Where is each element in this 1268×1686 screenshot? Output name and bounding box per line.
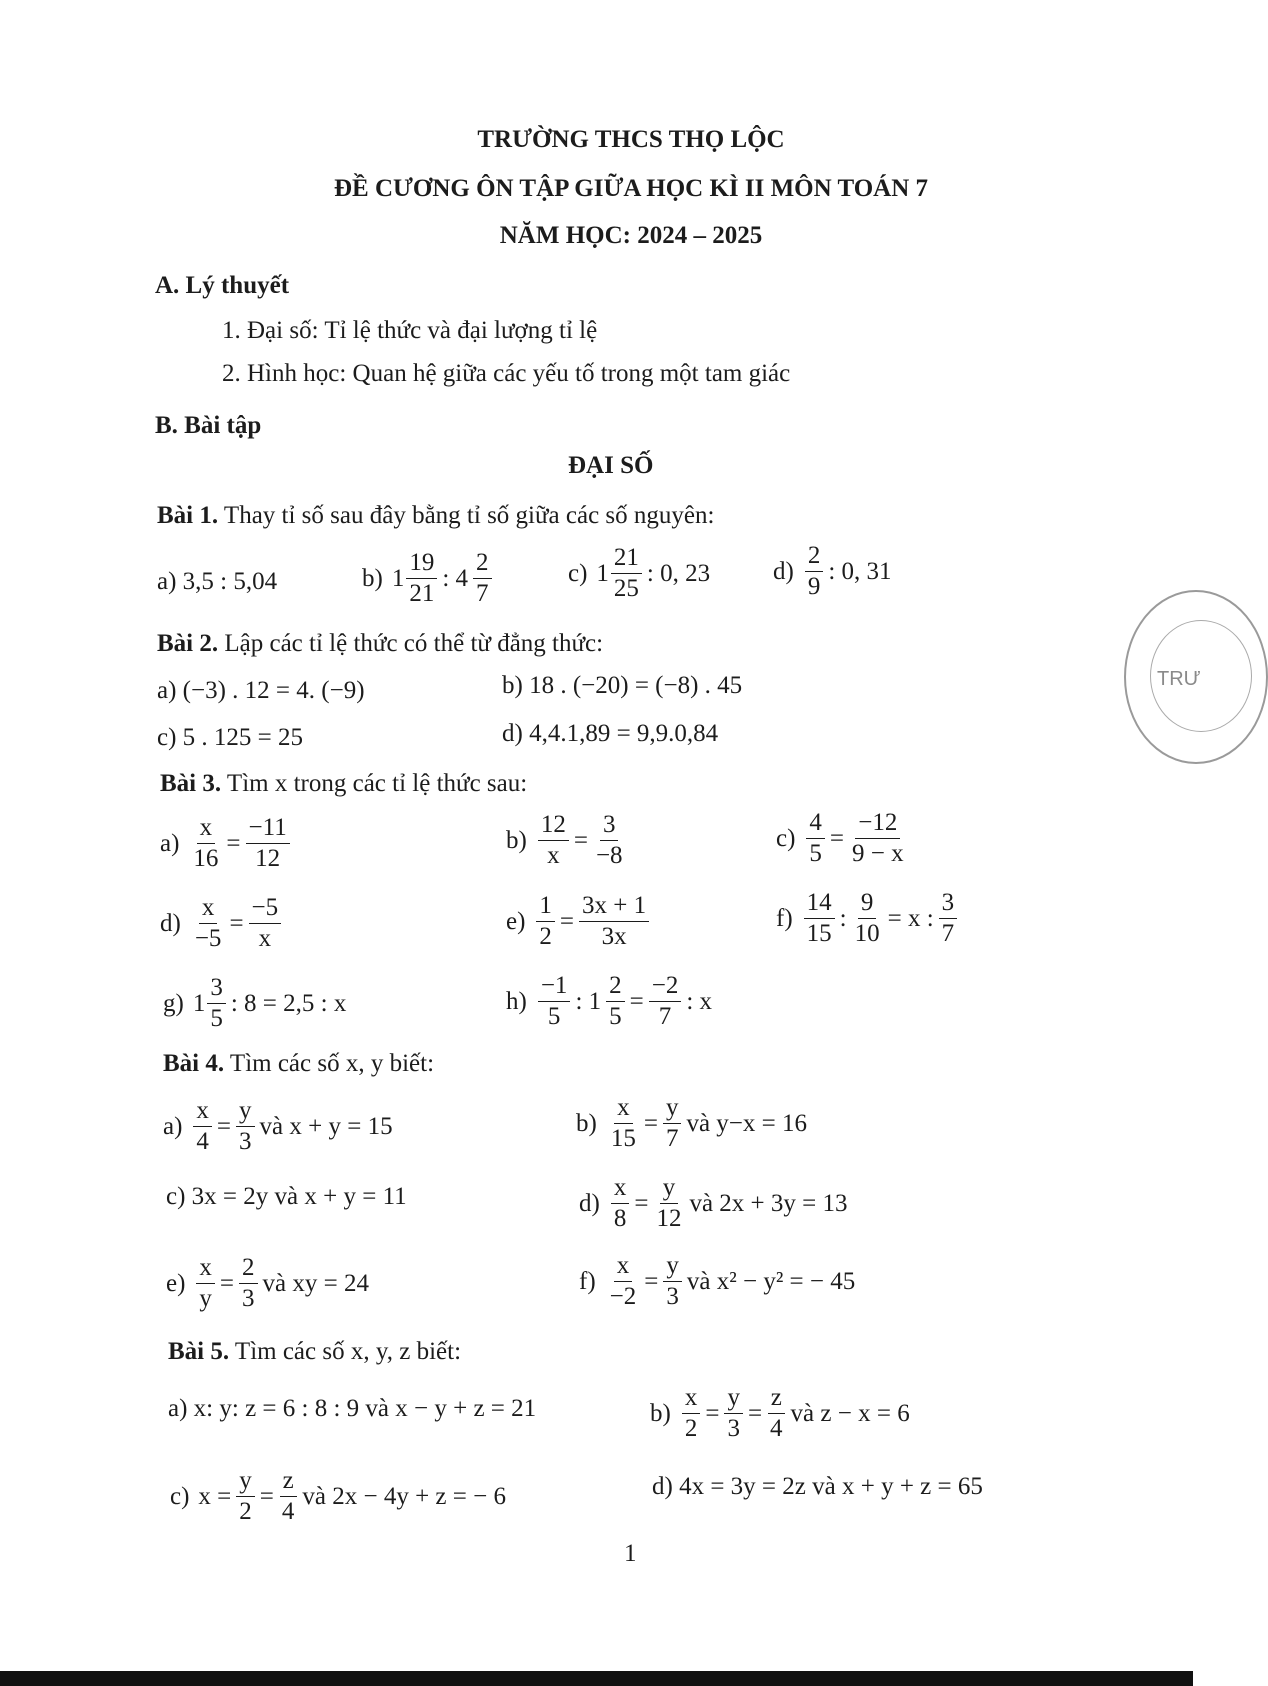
- bai4-e-frac2: $\frac{2}{3}$: [239, 1255, 258, 1313]
- bai3-b-label: b): [506, 826, 527, 854]
- school-name: TRƯỜNG THCS THỌ LỘC: [477, 126, 785, 153]
- bai2-text: Lập các tỉ lệ thức có thể từ đẳng thức:: [218, 630, 604, 657]
- bai4-d-frac1: $\frac{x}{8}$: [611, 1175, 630, 1233]
- bai1-b-whole: 1: [391, 564, 405, 592]
- bai3-g-label: g): [163, 989, 184, 1017]
- bai5-c-frac1: $\frac{y}{2}$: [236, 1468, 255, 1526]
- bai5-b: b) $\frac{x}{2}$ = $\frac{y}{3}$ = $\frac{z}{4}$ và z − x = 6: [650, 1384, 910, 1443]
- bai3-g-frac: $\frac{3}{5}$: [207, 975, 226, 1033]
- bai1-c: [568, 545, 710, 603]
- bai4-b: b) $\frac{x}{15}$ = $\frac{y}{7}$ và y−x = 16: [576, 1094, 807, 1153]
- bai4-b-label: b): [576, 1109, 597, 1137]
- bai3-a: a) $\frac{x}{16}$ = $\frac{-11}{12}$: [160, 815, 292, 873]
- bai3-c-frac2: $\frac{-12}{9 - x}$: [852, 809, 904, 868]
- bai3-c-label: c): [776, 824, 796, 852]
- stamp-text: TRƯ: [1157, 668, 1201, 690]
- bai4-c: c) 3x = 2y và x + y = 11: [166, 1183, 407, 1210]
- document-title: ĐỀ CƯƠNG ÔN TẬP GIỮA HỌC KÌ II MÔN TOÁN 7: [333, 175, 929, 202]
- bai3-g-whole: 1: [192, 989, 206, 1017]
- bai3-a-label: a): [160, 829, 180, 857]
- bai5-b-frac3: $\frac{z}{4}$: [767, 1385, 786, 1443]
- bai3-f-frac2: $\frac{9}{10}$: [854, 889, 880, 948]
- bai4-f-rest: và x² − y² = − 45: [686, 1267, 856, 1295]
- bai5-a: a) x: y: z = 6 : 8 : 9 và x − y + z = 21: [168, 1395, 537, 1422]
- bai1-d-rest: : 0, 31: [828, 557, 892, 585]
- bai3-text: Tìm x trong các tỉ lệ thức sau:: [221, 770, 528, 797]
- bai1-b: [362, 550, 494, 608]
- bai4-f-frac1: $\frac{x}{-2}$: [609, 1252, 637, 1311]
- bai3-a-frac2: $\frac{-11}{12}$: [246, 815, 290, 873]
- bai3-h-frac3: $\frac{-2}{7}$: [649, 973, 682, 1031]
- bai5-text: Tìm các số x, y, z biết:: [229, 1338, 462, 1365]
- bai3-d-frac2: $\frac{-5}{x}$: [249, 895, 282, 953]
- bai3-f-frac3: $\frac{3}{7}$: [939, 890, 958, 948]
- bai5-d: d) 4x = 3y = 2z và x + y + z = 65: [652, 1473, 983, 1500]
- bai1-heading: [157, 502, 714, 530]
- bai5-b-frac1: $\frac{x}{2}$: [682, 1385, 701, 1443]
- bai4-a-label: a): [163, 1112, 183, 1140]
- bai4-f-label: f): [579, 1267, 596, 1295]
- bai4-e-label: e): [166, 1269, 186, 1297]
- bai4-a-rest: và x + y = 15: [259, 1112, 393, 1140]
- bai3-h-label: h): [506, 987, 527, 1015]
- bai4-label: Bài 4.: [163, 1050, 225, 1077]
- bai1-c-frac: $\frac{21}{25}$: [611, 545, 642, 603]
- bai3-h: h) $\frac{-1}{5}$ : 1 $\frac{2}{5}$ = $\frac{-2}{7}$ : x: [506, 972, 713, 1031]
- bai4-d: d) $\frac{x}{8}$ = $\frac{y}{12}$ và 2x + 3y = 13: [579, 1174, 848, 1233]
- bai1-b-frac2: $\frac{2}{7}$: [473, 550, 492, 608]
- bai3-label: Bài 3.: [160, 770, 222, 797]
- theory-item-2: 2. Hình học: Quan hệ giữa các yếu tố trong một tam giác: [222, 360, 791, 387]
- bai5-c-rest: và 2x − 4y + z = − 6: [302, 1482, 506, 1510]
- bai1-a: a) 3,5 : 5,04: [157, 568, 278, 595]
- bai2-d: d) 4,4.1,89 = 9,9.0,84: [502, 720, 719, 747]
- bai5-c-label: c): [170, 1482, 190, 1510]
- bai4-f-frac2: $\frac{y}{3}$: [663, 1253, 682, 1311]
- bai3-h-frac2: $\frac{2}{5}$: [606, 973, 625, 1031]
- bai4-heading: [163, 1050, 434, 1078]
- bai3-f: [776, 890, 959, 948]
- bai4-b-frac2: $\frac{y}{7}$: [663, 1095, 682, 1153]
- bai4-b-rest: và y−x = 16: [686, 1109, 807, 1137]
- bai3-e-frac1: $\frac{1}{2}$: [536, 893, 555, 951]
- bai1-c-label: c): [568, 559, 588, 587]
- algebra-section-title: ĐẠI SỐ: [568, 452, 654, 479]
- bai5-c-x: x =: [198, 1482, 232, 1510]
- bai5-c: c) x = $\frac{y}{2}$ = $\frac{z}{4}$ và 2x − 4y + z = − 6: [170, 1467, 506, 1526]
- bai3-e: e) $\frac{1}{2}$ = $\frac{3x + 1}{3x}$: [506, 893, 651, 951]
- bai5-label: Bài 5.: [168, 1338, 230, 1365]
- bai1-text: Thay tỉ số sau đây bằng tỉ số giữa các số nguyên:: [218, 502, 715, 529]
- bai3-b: b) $\frac{12}{x}$ = $\frac{3}{-8}$: [506, 812, 628, 870]
- theory-heading: A. Lý thuyết: [155, 272, 290, 299]
- bai4-e-frac1: $\frac{x}{y}$: [196, 1255, 215, 1313]
- bai1-b-label: b): [362, 564, 383, 592]
- bai3-d-label: d): [160, 909, 181, 937]
- bai3-h-rest: : x: [686, 987, 713, 1015]
- school-year: NĂM HỌC: 2024 – 2025: [499, 222, 763, 249]
- bai3-c: c) $\frac{4}{5}$ = $\frac{-12}{9 - x}$: [776, 810, 909, 868]
- bai3-f-colon: :: [839, 904, 847, 932]
- bai1-d-frac: $\frac{2}{9}$: [805, 543, 824, 601]
- bai1-label: Bài 1.: [157, 502, 219, 529]
- bai3-g: [163, 975, 346, 1033]
- bai4-text: Tìm các số x, y biết:: [224, 1050, 435, 1077]
- bai4-d-frac2: $\frac{y}{12}$: [656, 1174, 682, 1233]
- bai3-f-frac1: $\frac{14}{15}$: [804, 890, 835, 948]
- bai3-a-frac1: $\frac{x}{16}$: [193, 814, 219, 873]
- bai4-b-frac1: $\frac{x}{15}$: [610, 1094, 636, 1153]
- bai3-heading: [160, 770, 527, 798]
- bai1-b-frac1: $\frac{19}{21}$: [406, 550, 437, 608]
- bai1-d: [773, 543, 892, 601]
- bai3-c-frac1: $\frac{4}{5}$: [806, 810, 825, 868]
- bai2-label: Bài 2.: [157, 630, 219, 657]
- bai2-c: c) 5 . 125 = 25: [157, 724, 304, 751]
- bai5-b-rest: và z − x = 6: [790, 1399, 910, 1427]
- bai4-f: f) $\frac{x}{-2}$ = $\frac{y}{3}$ và x² − y² = − 45: [579, 1252, 856, 1311]
- bai1-c-whole: 1: [596, 559, 609, 587]
- bai4-a-frac1: $\frac{x}{4}$: [193, 1098, 212, 1156]
- bai4-d-label: d): [579, 1189, 600, 1217]
- bai1-c-rest: : 0, 23: [646, 559, 711, 587]
- bai5-b-frac2: $\frac{y}{3}$: [724, 1385, 743, 1443]
- bai4-e: e) $\frac{x}{y}$ = $\frac{2}{3}$ và xy = 24: [166, 1254, 369, 1313]
- bai2-heading: [157, 630, 603, 658]
- scan-bottom-edge: [0, 1671, 1193, 1686]
- bai4-a-frac2: $\frac{y}{3}$: [236, 1098, 255, 1156]
- theory-item-1: 1. Đại số: Tỉ lệ thức và đại lượng tỉ lệ: [222, 317, 598, 344]
- bai1-b-sep: : 4: [442, 564, 469, 592]
- exercises-heading: B. Bài tập: [155, 412, 262, 439]
- bai3-e-frac2: $\frac{3x + 1}{3x}$: [579, 893, 649, 951]
- bai3-e-label: e): [506, 907, 526, 935]
- bai2-a: a) (−3) . 12 = 4. (−9): [157, 677, 365, 704]
- bai5-heading: [168, 1338, 461, 1366]
- bai3-d: d) $\frac{x}{-5}$ = $\frac{-5}{x}$: [160, 895, 283, 953]
- page-number: 1: [624, 1540, 637, 1567]
- bai3-b-frac1: $\frac{12}{x}$: [538, 812, 569, 870]
- bai5-b-label: b): [650, 1399, 671, 1427]
- bai1-d-label: d): [773, 557, 794, 585]
- bai5-c-frac2: $\frac{z}{4}$: [279, 1468, 298, 1526]
- bai4-d-rest: và 2x + 3y = 13: [689, 1189, 848, 1217]
- bai2-b: b) 18 . (−20) = (−8) . 45: [502, 672, 743, 699]
- bai3-f-label: f): [776, 904, 793, 932]
- bai3-h-frac1: $\frac{-1}{5}$: [538, 973, 571, 1031]
- bai3-b-frac2: $\frac{3}{-8}$: [595, 811, 623, 870]
- bai4-a: a) $\frac{x}{4}$ = $\frac{y}{3}$ và x + y = 15: [163, 1097, 393, 1156]
- bai4-e-rest: và xy = 24: [262, 1269, 369, 1297]
- bai3-f-mid: = x :: [887, 904, 934, 932]
- bai3-h-colon: : 1: [575, 987, 602, 1015]
- bai3-d-frac1: $\frac{x}{-5}$: [194, 894, 222, 953]
- bai3-g-rest: : 8 = 2,5 : x: [230, 989, 347, 1017]
